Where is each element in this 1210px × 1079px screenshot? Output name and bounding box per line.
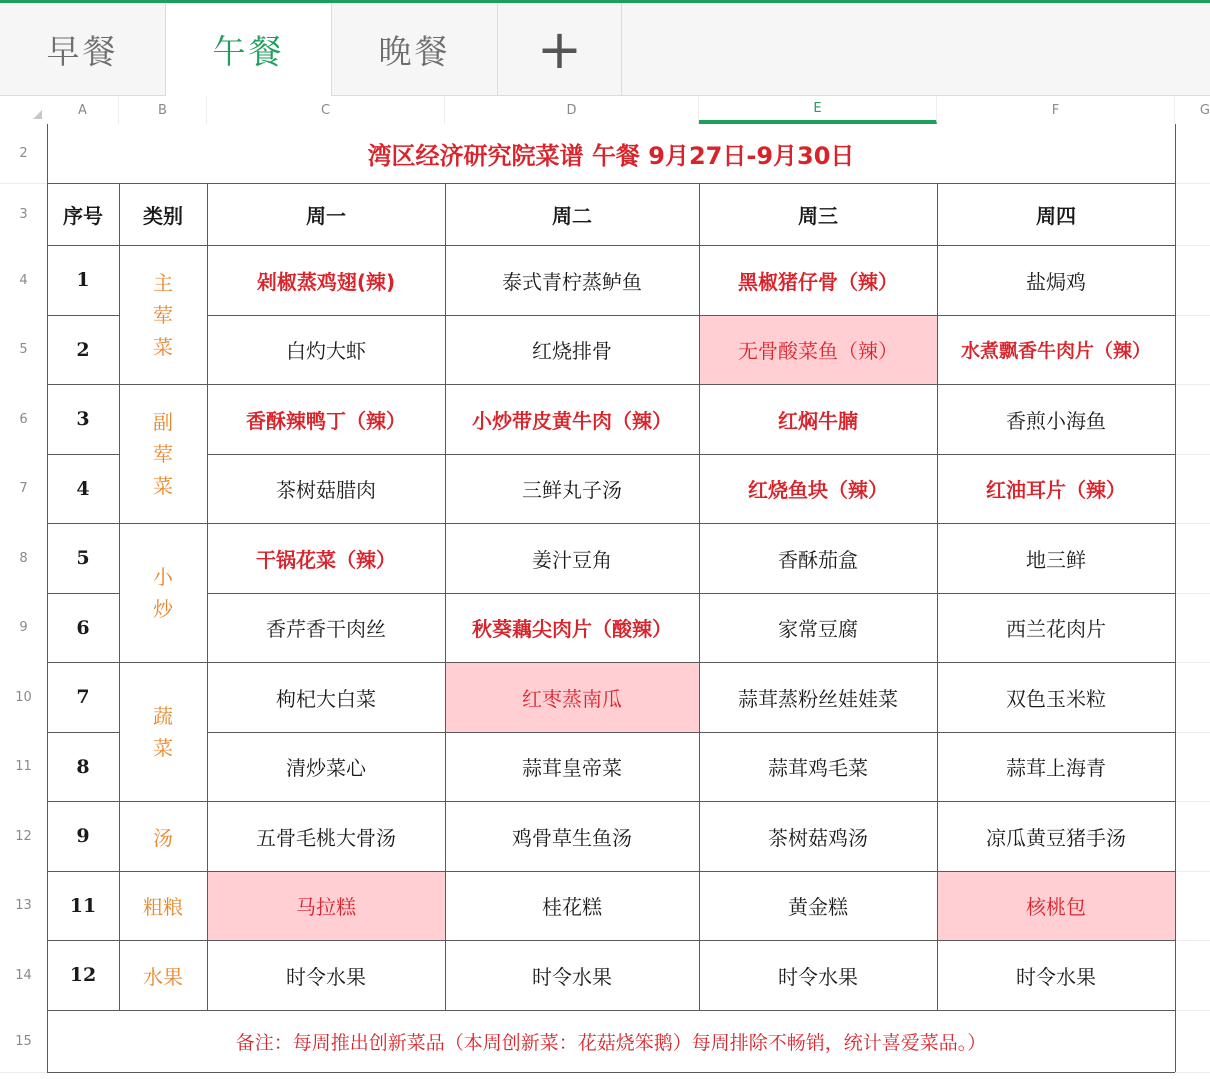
dish-cell[interactable]: 姜汁豆角 bbox=[532, 547, 612, 572]
tab-breakfast[interactable]: 早餐 bbox=[0, 3, 166, 96]
dish-cell[interactable]: 香酥辣鸭丁（辣） bbox=[246, 408, 406, 433]
dish-cell[interactable]: 家常豆腐 bbox=[778, 617, 858, 641]
add-sheet-button[interactable] bbox=[498, 3, 622, 96]
header-tuesday[interactable]: 周二 bbox=[552, 203, 592, 228]
index-cell[interactable]: 11 bbox=[69, 894, 97, 917]
row-header-5[interactable]: 5 bbox=[19, 342, 28, 357]
row-header-10[interactable]: 10 bbox=[15, 689, 32, 705]
plus-icon: + bbox=[536, 18, 583, 81]
dish-cell[interactable]: 清炒菜心 bbox=[286, 756, 366, 780]
dish-cell[interactable]: 秋葵藕尖肉片（酸辣） bbox=[472, 617, 672, 641]
index-cell[interactable]: 5 bbox=[76, 547, 90, 569]
dish-cell[interactable]: 干锅花菜（辣） bbox=[256, 547, 396, 572]
dish-cell[interactable]: 茶树菇腊肉 bbox=[276, 478, 376, 502]
dish-cell[interactable]: 无骨酸菜鱼（辣） bbox=[738, 339, 898, 363]
column-header-f[interactable]: F bbox=[937, 96, 1175, 124]
index-cell[interactable]: 7 bbox=[76, 686, 90, 708]
dish-cell[interactable]: 红焖牛腩 bbox=[778, 408, 858, 433]
category-cell[interactable]: 副荤菜 bbox=[153, 409, 173, 498]
row-header-14[interactable]: 14 bbox=[15, 967, 32, 983]
dish-cell[interactable]: 蒜茸蒸粉丝娃娃菜 bbox=[738, 686, 898, 711]
category-cell[interactable]: 蔬菜 bbox=[153, 703, 173, 760]
index-cell[interactable]: 2 bbox=[76, 338, 90, 361]
index-cell[interactable]: 9 bbox=[76, 825, 90, 847]
dish-cell[interactable]: 鸡骨草生鱼汤 bbox=[512, 825, 632, 850]
category-cell[interactable]: 水果 bbox=[143, 964, 183, 989]
header-monday[interactable]: 周一 bbox=[306, 203, 346, 228]
dish-cell[interactable]: 西兰花肉片 bbox=[1006, 617, 1106, 641]
column-header-e[interactable]: E bbox=[699, 96, 937, 124]
dish-cell[interactable]: 时令水果 bbox=[1016, 964, 1096, 989]
dish-cell[interactable]: 黄金糕 bbox=[788, 895, 848, 919]
row-header-12[interactable]: 12 bbox=[15, 828, 32, 844]
row-header-8[interactable]: 8 bbox=[19, 550, 28, 566]
dish-cell[interactable]: 时令水果 bbox=[532, 964, 612, 989]
header-index[interactable]: 序号 bbox=[63, 203, 103, 228]
dish-cell[interactable]: 三鲜丸子汤 bbox=[522, 478, 622, 502]
row-header-15[interactable]: 15 bbox=[15, 1033, 32, 1049]
header-wednesday[interactable]: 周三 bbox=[798, 203, 838, 228]
dish-cell[interactable]: 水煮飘香牛肉片（辣） bbox=[960, 340, 1151, 362]
dish-cell[interactable]: 时令水果 bbox=[286, 964, 366, 989]
dish-cell[interactable]: 泰式青柠蒸鲈鱼 bbox=[502, 269, 642, 294]
select-all-corner[interactable] bbox=[0, 96, 47, 124]
header-category[interactable]: 类别 bbox=[143, 203, 183, 228]
dish-cell[interactable]: 地三鲜 bbox=[1026, 547, 1086, 572]
dish-cell[interactable]: 小炒带皮黄牛肉（辣） bbox=[472, 408, 672, 433]
dish-cell[interactable]: 盐焗鸡 bbox=[1026, 269, 1086, 294]
row-header-4[interactable]: 4 bbox=[19, 272, 28, 288]
menu-note[interactable]: 备注：每周推出创新菜品（本周创新菜：花菇烧笨鹅）每周排除不畅销，统计喜爱菜品。） bbox=[235, 1031, 987, 1054]
dish-cell[interactable]: 茶树菇鸡汤 bbox=[768, 825, 868, 850]
column-header-c[interactable]: C bbox=[207, 96, 445, 124]
column-header-g[interactable]: G bbox=[1199, 102, 1210, 118]
row-header-6[interactable]: 6 bbox=[19, 411, 28, 427]
tab-dinner[interactable]: 晚餐 bbox=[332, 3, 498, 96]
sheet-tab-bar bbox=[0, 0, 1210, 96]
index-cell[interactable]: 3 bbox=[76, 408, 90, 430]
dish-cell[interactable]: 红枣蒸南瓜 bbox=[522, 686, 622, 711]
index-cell[interactable]: 1 bbox=[76, 269, 90, 291]
row-header-7[interactable]: 7 bbox=[19, 481, 28, 496]
row-header-13[interactable]: 13 bbox=[15, 898, 32, 913]
row-header-9[interactable]: 9 bbox=[19, 620, 28, 635]
dish-cell[interactable]: 蒜茸鸡毛菜 bbox=[768, 756, 868, 780]
dish-cell[interactable]: 香芹香干肉丝 bbox=[266, 617, 386, 641]
menu-title[interactable]: 湾区经济研究院菜谱 午餐 9月27日-9月30日 bbox=[367, 142, 855, 170]
corner-triangle-icon bbox=[33, 110, 42, 119]
dish-cell[interactable]: 五骨毛桃大骨汤 bbox=[256, 825, 396, 850]
dish-cell[interactable]: 红油耳片（辣） bbox=[986, 478, 1126, 502]
dish-cell[interactable]: 双色玉米粒 bbox=[1006, 686, 1106, 711]
dish-cell[interactable]: 核桃包 bbox=[1026, 895, 1086, 919]
dish-cell[interactable]: 枸杞大白菜 bbox=[276, 686, 376, 711]
index-cell[interactable]: 12 bbox=[69, 964, 97, 986]
dish-cell[interactable]: 马拉糕 bbox=[296, 895, 356, 919]
dish-cell[interactable]: 香煎小海鱼 bbox=[1006, 408, 1106, 433]
dish-cell[interactable]: 白灼大虾 bbox=[286, 339, 366, 363]
tab-lunch[interactable]: 午餐 bbox=[166, 3, 332, 96]
index-cell[interactable]: 6 bbox=[76, 616, 90, 639]
column-header-a[interactable]: A bbox=[47, 96, 119, 124]
dish-cell[interactable]: 香酥茄盒 bbox=[778, 547, 858, 572]
dish-cell[interactable]: 蒜茸皇帝菜 bbox=[522, 756, 622, 780]
category-cell[interactable]: 小炒 bbox=[153, 564, 173, 621]
dish-cell[interactable]: 时令水果 bbox=[778, 964, 858, 989]
column-header-b[interactable]: B bbox=[119, 96, 207, 124]
category-cell[interactable]: 粗粮 bbox=[143, 895, 183, 919]
row-header-2[interactable]: 2 bbox=[19, 146, 28, 161]
dish-cell[interactable]: 桂花糕 bbox=[542, 895, 602, 919]
dish-cell[interactable]: 蒜茸上海青 bbox=[1006, 756, 1106, 780]
dish-cell[interactable]: 红烧排骨 bbox=[532, 339, 612, 363]
index-cell[interactable]: 4 bbox=[76, 477, 90, 500]
category-cell[interactable]: 汤 bbox=[153, 825, 173, 850]
dish-cell[interactable]: 红烧鱼块（辣） bbox=[748, 478, 888, 502]
row-header-3[interactable]: 3 bbox=[19, 206, 28, 222]
dish-cell[interactable]: 凉瓜黄豆猪手汤 bbox=[986, 825, 1126, 850]
row-header-11[interactable]: 11 bbox=[15, 759, 32, 774]
dish-cell[interactable]: 黑椒猪仔骨（辣） bbox=[738, 269, 898, 294]
category-cell[interactable]: 主荤菜 bbox=[153, 270, 173, 359]
index-cell[interactable]: 8 bbox=[76, 755, 90, 778]
dish-cell[interactable]: 剁椒蒸鸡翅(辣) bbox=[256, 269, 396, 294]
column-header-d[interactable]: D bbox=[445, 96, 699, 124]
header-thursday[interactable]: 周四 bbox=[1036, 203, 1076, 228]
